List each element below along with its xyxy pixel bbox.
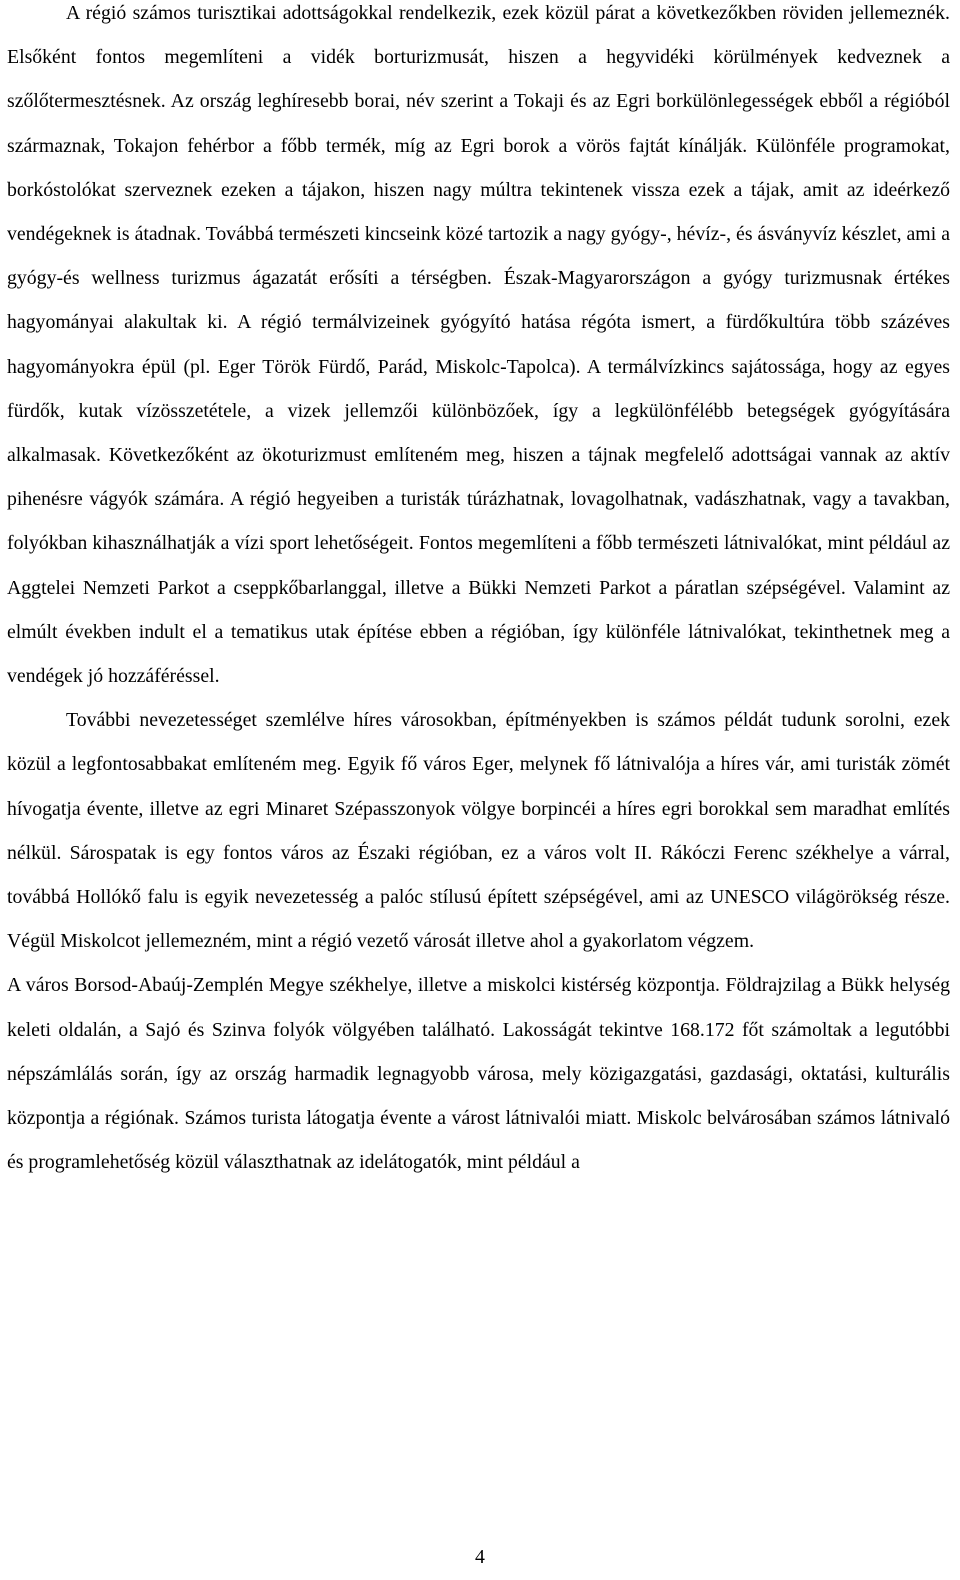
paragraph-famous-towns: További nevezetességet szemlélve híres városokban, építményekben is számos példát tudunk sorolni, ezek közül a legfontosabbakat említeném meg. Egyik fő város Eger, melynek fő látnivalója a híres vár, ami turisták zömét hívogatja évente, illetve az egri Minaret Szépasszonyok völgye borpincéi a híres egri borokkal sem maradhat említés nélkül. Sárospatak is egy fontos város az Északi régióban, ez a város volt II. Rákóczi Ferenc székhelye a várral, továbbá Hollókő falu is egyik nevezetesség a palóc stílusú épített szépségével, ami az UNESCO világörökség része. Végül Miskolcot jellemezném, mint a régió vezető városát illetve ahol a gyakorlatom végzem. <box>7 709 950 953</box>
document-page <box>7 0 950 1184</box>
paragraph-miskolc: A város Borsod-Abaúj-Zemplén Megye székhelye, illetve a miskolci kistérség központja. Földrajzilag a Bükk helység keleti oldalán, a Sajó és Szinva folyók völgyében található. Lakosságát tekintve 168.172 főt számoltak a legutóbbi népszámlálás során, így az ország harmadik legnagyobb városa, mely közigazgatási, gazdasági, oktatási, kulturális központja a régiónak. Számos turista látogatja évente a várost látnivalói miatt. Miskolc belvárosában számos látnivaló és programlehetőség közül választhatnak az idelátogatók, mint például a <box>7 974 950 1174</box>
paragraph-tourism-attractions: A régió számos turisztikai adottságokkal rendelkezik, ezek közül párat a következőkben röviden jellemeznék. Elsőként fontos megemlíteni a vidék borturizmusát, hiszen a hegyvidéki körülmények kedveznek a szőlőtermesztésnek. Az ország leghíresebb borai, név szerint a Tokaji és az Egri borkülönlegességek ebből a régióból származnak, Tokajon fehérbor a főbb termék, míg az Egri borok a vörös fajtát kínálják. Különféle programokat, borkóstolókat szerveznek ezeken a tájakon, hiszen nagy múltra tekintenek vissza ezek a tájak, amit az ideérkező vendégeknek is átadnak. Továbbá természeti kincseink közé tartozik a nagy gyógy-, hévíz-, és ásványvíz készlet, ami a gyógy-és wellness turizmus ágazatát erősíti a térségben. Észak-Magyarországon a gyógy turizmusnak értékes hagyományai alakultak ki. A régió termálvizeinek gyógyító hatása régóta ismert, a fürdőkultúra több százéves hagyományokra épül (pl. Eger Török Fürdő, Parád, Miskolc-Tapolca). A termálvízkincs sajátossága, hogy az egyes fürdők, kutak vízösszetétele, a vizek jellemzői különbözőek, így a legkülönfélébb betegségek gyógyítására alkalmasak. Következőként az ökoturizmust említeném meg, hiszen a tájnak megfelelő adottságai vannak az aktív pihenésre vágyók számára. A régió hegyeiben a turisták túrázhatnak, lovagolhatnak, vadászhatnak, vagy a tavakban, folyókban kihasználhatják a vízi sport lehetőségeit. Fontos megemlíteni a főbb természeti látnivalókat, mint például az Aggtelei Nemzeti Parkot a cseppkőbarlanggal, illetve a Bükki Nemzeti Parkot a páratlan szépségével. Valamint az elmúlt években indult el a tematikus utak építése ebben a régióban, így különféle látnivalókat, tekinthetnek meg a vendégek jó hozzáféréssel. <box>7 2 950 688</box>
page-number: 4 <box>475 1546 485 1568</box>
